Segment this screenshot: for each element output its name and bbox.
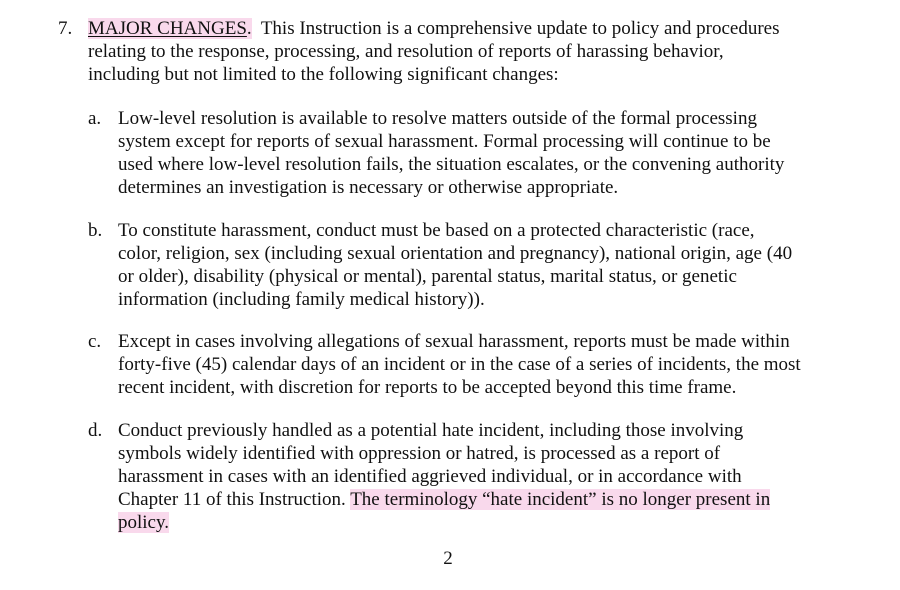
list-item-d xyxy=(88,419,848,534)
item-letter: a. xyxy=(88,108,102,129)
item-line-5 xyxy=(118,511,848,534)
item-line: Low-level resolution is available to resolve matters outside of the formal processing xyxy=(118,108,757,129)
intro-line-1: This Instruction is a comprehensive update to policy and procedures xyxy=(260,18,780,39)
item-line: forty-five (45) calendar days of an incident or in the case of a series of incidents, the most xyxy=(118,354,801,375)
item-line-4 xyxy=(118,488,848,511)
item-line-plain: Chapter 11 of this Instruction. xyxy=(118,489,351,510)
item-line: information (including family medical history)). xyxy=(118,289,485,310)
section-7 xyxy=(58,17,838,86)
section-heading: MAJOR CHANGES xyxy=(88,18,247,39)
highlighted-text: The terminology “hate incident” is no longer present in xyxy=(350,489,771,510)
highlighted-text: policy. xyxy=(118,512,170,533)
item-line: or older), disability (physical or mental), parental status, marital status, or genetic xyxy=(118,266,737,287)
item-line: Except in cases involving allegations of sexual harassment, reports must be made within xyxy=(118,331,790,352)
item-line: To constitute harassment, conduct must be based on a protected characteristic (race, xyxy=(118,220,755,241)
item-body xyxy=(118,330,848,399)
section-body xyxy=(88,17,838,86)
list-item-c xyxy=(88,330,848,399)
item-letter: d. xyxy=(88,420,103,441)
section-first-line xyxy=(88,17,838,40)
item-line: harassment in cases with an identified aggrieved individual, or in accordance with xyxy=(118,466,742,487)
intro-line-3: including but not limited to the following significant changes: xyxy=(88,64,559,85)
section-number: 7. xyxy=(58,18,73,39)
item-body xyxy=(118,419,848,534)
list-item-a xyxy=(88,107,848,199)
section-heading-punct: . xyxy=(246,18,252,39)
item-letter: b. xyxy=(88,220,103,241)
page-number: 2 xyxy=(443,548,453,569)
list-item-b xyxy=(88,219,848,311)
item-line: used where low-level resolution fails, the situation escalates, or the convening authority xyxy=(118,154,785,175)
heading-highlight xyxy=(88,18,252,39)
item-line: symbols widely identified with oppression or hatred, is processed as a report of xyxy=(118,443,721,464)
item-line: recent incident, with discretion for reports to be accepted beyond this time frame. xyxy=(118,377,737,398)
item-letter: c. xyxy=(88,331,102,352)
item-body xyxy=(118,107,848,199)
item-line: determines an investigation is necessary or otherwise appropriate. xyxy=(118,177,619,198)
item-body xyxy=(118,219,848,311)
item-line: Conduct previously handled as a potential hate incident, including those involving xyxy=(118,420,744,441)
item-line: color, religion, sex (including sexual orientation and pregnancy), national origin, age (40 xyxy=(118,243,793,264)
intro-line-2: relating to the response, processing, and resolution of reports of harassing behavior, xyxy=(88,41,724,62)
item-line: system except for reports of sexual harassment. Formal processing will continue to be xyxy=(118,131,771,152)
